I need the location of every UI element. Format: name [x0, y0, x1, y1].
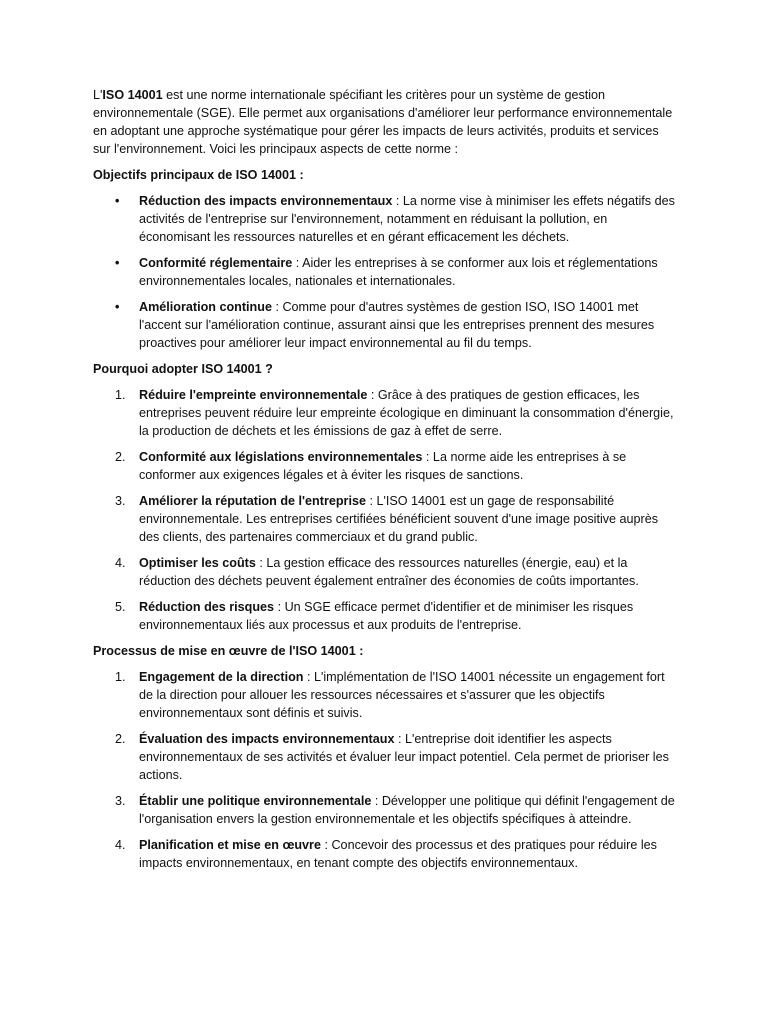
bullet-icon: •	[115, 256, 120, 270]
list-item	[115, 792, 678, 828]
list-item	[115, 298, 678, 352]
section-heading-pourquoi: Pourquoi adopter ISO 14001 ?	[93, 362, 273, 376]
list-item	[115, 254, 678, 290]
list-item-text: : Grâce à des pratiques de gestion efficaces, les entreprises peuvent réduire leur empreinte écologique en diminuant la consommation d'énergie, la production de déchets et les émissions de gaz à effet de serre.	[139, 388, 674, 438]
intro-text: est une norme internationale spécifiant les critères pour un système de gestion environnementale (SGE). Elle permet aux organisations d'améliorer leur performance environnementale en adoptant une approche systématique pour gérer les impacts de leurs activités, produits et services sur l'environnement. Voici les principaux aspects de cette norme :	[93, 88, 673, 156]
processus-list	[93, 668, 678, 872]
intro-prefix: L'	[93, 88, 103, 102]
list-item-title: Amélioration continue	[139, 300, 272, 314]
list-item	[115, 668, 678, 722]
list-item	[115, 598, 678, 634]
list-item-number: 2.	[115, 732, 126, 746]
list-item-text: : Comme pour d'autres systèmes de gestion ISO, ISO 14001 met l'accent sur l'amélioration continue, assurant ainsi que les entreprises prennent des mesures proactives pour améliorer leur impact environnemental au fil du temps.	[139, 300, 655, 350]
list-item-title: Conformité réglementaire	[139, 256, 293, 270]
list-item-number: 4.	[115, 838, 126, 852]
section-heading-processus: Processus de mise en œuvre de l'ISO 14001 :	[93, 644, 364, 658]
list-item-title: Évaluation des impacts environnementaux	[139, 732, 395, 746]
list-item-title: Améliorer la réputation de l'entreprise	[139, 494, 366, 508]
list-item	[115, 448, 678, 484]
list-item-text: : Aider les entreprises à se conformer aux lois et réglementations environnementales locales, nationales et internationales.	[139, 256, 658, 288]
bullet-icon: •	[115, 300, 120, 314]
list-item-text: : L'implémentation de l'ISO 14001 nécessite un engagement fort de la direction pour allouer les ressources nécessaires et s'assurer que les objectifs environnementaux sont définis et suivis.	[139, 670, 665, 720]
pourquoi-list	[93, 386, 678, 634]
list-item-title: Réduction des risques	[139, 600, 275, 614]
list-item-number: 3.	[115, 494, 126, 508]
list-item-text: : Concevoir des processus et des pratiques pour réduire les impacts environnementaux, en tenant compte des objectifs environnementaux.	[139, 838, 657, 870]
intro-paragraph	[93, 86, 678, 158]
list-item-title: Établir une politique environnementale	[139, 794, 372, 808]
list-item	[115, 386, 678, 440]
list-item-title: Réduire l'empreinte environnementale	[139, 388, 368, 402]
list-item-number: 5.	[115, 600, 126, 614]
list-item-number: 3.	[115, 794, 126, 808]
list-item-title: Engagement de la direction	[139, 670, 304, 684]
list-item	[115, 730, 678, 784]
list-item-title: Conformité aux législations environnementales	[139, 450, 423, 464]
objectifs-list	[93, 192, 678, 352]
list-item-title: Optimiser les coûts	[139, 556, 256, 570]
list-item	[115, 836, 678, 872]
list-item-title: Réduction des impacts environnementaux	[139, 194, 393, 208]
list-item-number: 1.	[115, 388, 126, 402]
list-item-text: : La norme vise à minimiser les effets négatifs des activités de l'entreprise sur l'environnement, notamment en réduisant la pollution, en économisant les ressources naturelles et en gérant efficacement les déchets.	[139, 194, 675, 244]
section-heading-objectifs: Objectifs principaux de ISO 14001 :	[93, 168, 304, 182]
list-item-text: : La norme aide les entreprises à se conformer aux exigences légales et à éviter les risques de sanctions.	[139, 450, 627, 482]
list-item-text: : L'ISO 14001 est un gage de responsabilité environnementale. Les entreprises certifiées bénéficient souvent d'une image positive auprès des clients, des partenaires commerciaux et du grand public.	[139, 494, 659, 544]
list-item-text: : Développer une politique qui définit l'engagement de l'organisation envers la gestion environnementale et les objectifs spécifiques à atteindre.	[139, 794, 675, 826]
list-item	[115, 192, 678, 246]
list-item-number: 2.	[115, 450, 126, 464]
list-item-number: 1.	[115, 670, 126, 684]
list-item-number: 4.	[115, 556, 126, 570]
intro-bold-term: ISO 14001	[102, 88, 163, 102]
bullet-icon: •	[115, 194, 120, 208]
list-item	[115, 492, 678, 546]
list-item-text: : La gestion efficace des ressources naturelles (énergie, eau) et la réduction des déchets peuvent également entraîner des économies de coûts importantes.	[139, 556, 639, 588]
list-item	[115, 554, 678, 590]
list-item-title: Planification et mise en œuvre	[139, 838, 321, 852]
list-item-text: : Un SGE efficace permet d'identifier et de minimiser les risques environnementaux liés aux processus et aux produits de l'entreprise.	[139, 600, 634, 632]
list-item-text: : L'entreprise doit identifier les aspects environnementaux de ses activités et évaluer leur impact potentiel. Cela permet de prioriser les actions.	[139, 732, 669, 782]
